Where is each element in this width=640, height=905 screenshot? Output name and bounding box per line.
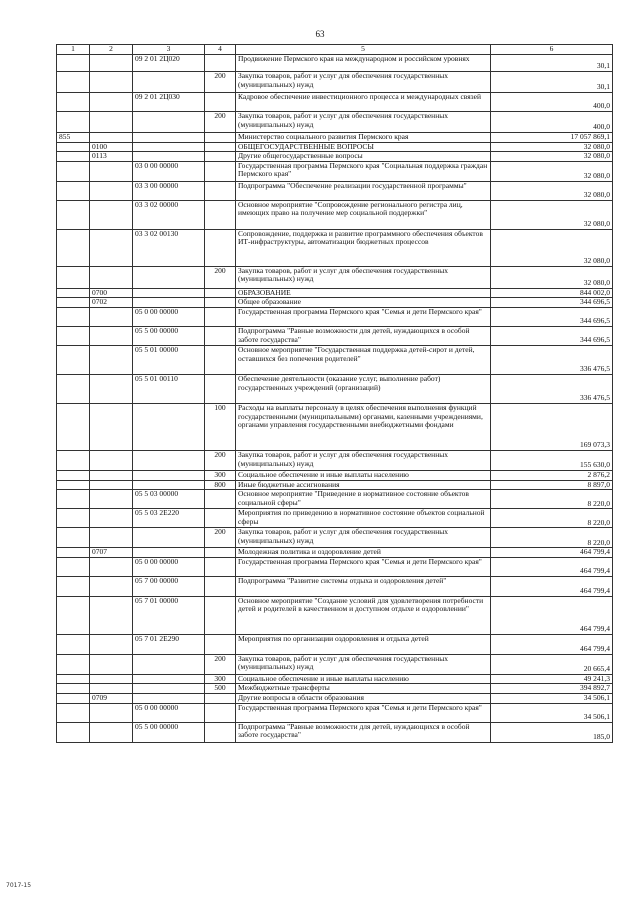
- cell-c6: 8 220,0: [491, 528, 613, 548]
- table-row: [57, 266, 613, 288]
- cell-c4: 300: [205, 674, 236, 684]
- cell-c1: [57, 326, 90, 345]
- cell-c1: [57, 576, 90, 596]
- cell-c6: 169 073,3: [491, 403, 613, 450]
- cell-c2: [90, 674, 133, 684]
- cell-c6: 30,1: [491, 55, 613, 72]
- cell-c6: 32 080,0: [491, 229, 613, 266]
- cell-c5: Государственная программа Пермского края "Семья и дети Пермского края": [236, 703, 491, 722]
- table-row: [57, 288, 613, 298]
- cell-c3: [133, 133, 205, 143]
- cell-c2: 0700: [90, 288, 133, 298]
- cell-c5: Закупка товаров, работ и услуг для обеспечения государственных (муниципальных) нужд: [236, 450, 491, 470]
- table-row: [57, 374, 613, 403]
- cell-c5: Другие общегосударственные вопросы: [236, 152, 491, 162]
- cell-c1: [57, 703, 90, 722]
- table-row: [57, 161, 613, 181]
- cell-c2: [90, 480, 133, 490]
- cell-c3: [133, 72, 205, 93]
- cell-c4: [205, 557, 236, 576]
- cell-c3: 05 7 01 2Е290: [133, 634, 205, 654]
- cell-c1: [57, 161, 90, 181]
- cell-c6: 464 799,4: [491, 596, 613, 634]
- cell-c1: 855: [57, 133, 90, 143]
- table-row: [57, 557, 613, 576]
- cell-c2: [90, 403, 133, 450]
- cell-c5: Общее образование: [236, 298, 491, 308]
- cell-c1: [57, 528, 90, 548]
- cell-c6: 34 506,1: [491, 693, 613, 703]
- page-number: 63: [315, 29, 325, 39]
- table-row: [57, 298, 613, 308]
- cell-c6: 49 241,3: [491, 674, 613, 684]
- cell-c5: ОБРАЗОВАНИЕ: [236, 288, 491, 298]
- cell-c2: [90, 93, 133, 112]
- cell-c4: 200: [205, 654, 236, 674]
- cell-c2: [90, 684, 133, 694]
- cell-c1: [57, 307, 90, 326]
- cell-c1: [57, 654, 90, 674]
- cell-c6: 32 080,0: [491, 152, 613, 162]
- cell-c5: Подпрограмма "Равные возможности для детей, нуждающихся в особой заботе государства": [236, 722, 491, 742]
- cell-c5: Закупка товаров, работ и услуг для обеспечения государственных (муниципальных) нужд: [236, 72, 491, 93]
- cell-c3: [133, 152, 205, 162]
- cell-c2: [90, 112, 133, 133]
- cell-c1: [57, 674, 90, 684]
- cell-c2: [90, 722, 133, 742]
- cell-c3: [133, 693, 205, 703]
- cell-c1: [57, 722, 90, 742]
- cell-c6: 844 002,0: [491, 288, 613, 298]
- table-row: [57, 576, 613, 596]
- cell-c1: [57, 152, 90, 162]
- cell-c2: [90, 490, 133, 509]
- cell-c5: Социальное обеспечение и иные выплаты населению: [236, 674, 491, 684]
- cell-c2: [90, 326, 133, 345]
- cell-c4: 200: [205, 112, 236, 133]
- cell-c2: [90, 307, 133, 326]
- cell-c3: [133, 684, 205, 694]
- column-header: 6: [491, 45, 613, 55]
- cell-c1: [57, 298, 90, 308]
- cell-c3: 05 5 00 00000: [133, 326, 205, 345]
- cell-c4: 200: [205, 450, 236, 470]
- cell-c3: 03 3 02 00000: [133, 200, 205, 229]
- cell-c2: [90, 528, 133, 548]
- cell-c5: Иные бюджетные ассигнования: [236, 480, 491, 490]
- cell-c2: [90, 470, 133, 480]
- cell-c2: [90, 557, 133, 576]
- cell-c6: 32 080,0: [491, 200, 613, 229]
- cell-c1: [57, 596, 90, 634]
- cell-c3: 05 7 00 00000: [133, 576, 205, 596]
- cell-c2: [90, 200, 133, 229]
- cell-c6: 32 080,0: [491, 266, 613, 288]
- cell-c6: 400,0: [491, 112, 613, 133]
- cell-c3: 05 5 03 00000: [133, 490, 205, 509]
- cell-c2: [90, 654, 133, 674]
- table-header-row: [57, 45, 613, 55]
- cell-c4: 200: [205, 72, 236, 93]
- cell-c6: 464 799,4: [491, 634, 613, 654]
- cell-c1: [57, 181, 90, 200]
- cell-c4: [205, 229, 236, 266]
- column-header: 1: [57, 45, 90, 55]
- cell-c6: 344 696,5: [491, 326, 613, 345]
- table-row: [57, 528, 613, 548]
- cell-c4: [205, 181, 236, 200]
- table-row: [57, 684, 613, 694]
- cell-c1: [57, 470, 90, 480]
- cell-c3: 03 3 00 00000: [133, 181, 205, 200]
- cell-c3: [133, 403, 205, 450]
- cell-c3: 09 2 01 2Ц020: [133, 55, 205, 72]
- cell-c3: [133, 470, 205, 480]
- cell-c5: Мероприятия по организации оздоровления и отдыха детей: [236, 634, 491, 654]
- column-header: 2: [90, 45, 133, 55]
- cell-c6: 344 696,5: [491, 298, 613, 308]
- cell-c1: [57, 229, 90, 266]
- table-row: [57, 229, 613, 266]
- cell-c5: Социальное обеспечение и иные выплаты населению: [236, 470, 491, 480]
- budget-table: [56, 44, 613, 743]
- cell-c4: [205, 693, 236, 703]
- table-row: [57, 200, 613, 229]
- cell-c1: [57, 288, 90, 298]
- cell-c2: 0707: [90, 548, 133, 558]
- cell-c3: [133, 548, 205, 558]
- table-row: [57, 490, 613, 509]
- cell-c5: Закупка товаров, работ и услуг для обеспечения государственных (муниципальных) нужд: [236, 266, 491, 288]
- cell-c1: [57, 684, 90, 694]
- cell-c3: [133, 674, 205, 684]
- footer-code: 7017-15: [6, 882, 32, 889]
- cell-c6: 464 799,4: [491, 548, 613, 558]
- cell-c6: 400,0: [491, 93, 613, 112]
- cell-c5: Закупка товаров, работ и услуг для обеспечения государственных (муниципальных) нужд: [236, 654, 491, 674]
- cell-c5: Подпрограмма "Обеспечение реализации государственной программы": [236, 181, 491, 200]
- cell-c1: [57, 403, 90, 450]
- cell-c5: Подпрограмма "Развитие системы отдыха и оздоровления детей": [236, 576, 491, 596]
- cell-c2: 0100: [90, 142, 133, 152]
- cell-c2: [90, 55, 133, 72]
- cell-c6: 34 506,1: [491, 703, 613, 722]
- cell-c3: [133, 288, 205, 298]
- cell-c6: 32 080,0: [491, 181, 613, 200]
- cell-c6: 8 220,0: [491, 509, 613, 528]
- cell-c1: [57, 634, 90, 654]
- cell-c6: 185,0: [491, 722, 613, 742]
- cell-c2: [90, 161, 133, 181]
- cell-c1: [57, 345, 90, 374]
- cell-c1: [57, 374, 90, 403]
- cell-c6: 344 696,5: [491, 307, 613, 326]
- table-row: [57, 548, 613, 558]
- cell-c4: 200: [205, 266, 236, 288]
- cell-c5: Закупка товаров, работ и услуг для обеспечения государственных (муниципальных) нужд: [236, 528, 491, 548]
- cell-c2: [90, 509, 133, 528]
- cell-c2: 0702: [90, 298, 133, 308]
- cell-c2: [90, 181, 133, 200]
- cell-c5: Основное мероприятие "Создание условий для удовлетворения потребности детей и родителей в качественном и доступном отдыхе и оздоровлении": [236, 596, 491, 634]
- cell-c5: ОБЩЕГОСУДАРСТВЕННЫЕ ВОПРОСЫ: [236, 142, 491, 152]
- cell-c1: [57, 93, 90, 112]
- cell-c4: [205, 703, 236, 722]
- table-row: [57, 722, 613, 742]
- cell-c4: [205, 345, 236, 374]
- cell-c4: [205, 722, 236, 742]
- cell-c5: Закупка товаров, работ и услуг для обеспечения государственных (муниципальных) нужд: [236, 112, 491, 133]
- table-row: [57, 450, 613, 470]
- cell-c2: [90, 634, 133, 654]
- table-row: [57, 596, 613, 634]
- cell-c6: 32 080,0: [491, 161, 613, 181]
- table-row: [57, 72, 613, 93]
- cell-c6: 394 892,7: [491, 684, 613, 694]
- cell-c5: Молодежная политика и оздоровление детей: [236, 548, 491, 558]
- cell-c6: 336 476,5: [491, 374, 613, 403]
- table-row: [57, 93, 613, 112]
- table-row: [57, 307, 613, 326]
- column-header: 5: [236, 45, 491, 55]
- cell-c4: [205, 307, 236, 326]
- cell-c6: 155 630,0: [491, 450, 613, 470]
- cell-c2: [90, 133, 133, 143]
- table-row: [57, 152, 613, 162]
- cell-c1: [57, 266, 90, 288]
- table-row: [57, 470, 613, 480]
- cell-c1: [57, 693, 90, 703]
- cell-c3: 03 0 00 00000: [133, 161, 205, 181]
- cell-c3: [133, 142, 205, 152]
- cell-c3: [133, 654, 205, 674]
- table-row: [57, 654, 613, 674]
- cell-c5: Государственная программа Пермского края "Семья и дети Пермского края": [236, 557, 491, 576]
- cell-c3: 05 0 00 00000: [133, 703, 205, 722]
- cell-c6: 20 665,4: [491, 654, 613, 674]
- cell-c2: 0113: [90, 152, 133, 162]
- cell-c6: 30,1: [491, 72, 613, 93]
- table-row: [57, 703, 613, 722]
- cell-c2: [90, 703, 133, 722]
- cell-c5: Обеспечение деятельности (оказание услуг, выполнение работ) государственных учреждений (организаций): [236, 374, 491, 403]
- cell-c1: [57, 509, 90, 528]
- cell-c4: [205, 576, 236, 596]
- cell-c4: 300: [205, 470, 236, 480]
- cell-c5: Государственная программа Пермского края "Семья и дети Пермского края": [236, 307, 491, 326]
- cell-c4: 800: [205, 480, 236, 490]
- cell-c5: Расходы на выплаты персоналу в целях обеспечения выполнения функций государственными (муниципальными) органами, казенными учреждениями, органами управления государственными внебюджетными фондами: [236, 403, 491, 450]
- table-row: [57, 181, 613, 200]
- cell-c3: 05 5 00 00000: [133, 722, 205, 742]
- cell-c4: [205, 93, 236, 112]
- cell-c3: 05 0 00 00000: [133, 307, 205, 326]
- cell-c4: [205, 490, 236, 509]
- cell-c5: Основное мероприятие "Приведение в нормативное состояние объектов социальной сферы": [236, 490, 491, 509]
- cell-c3: 03 3 02 00130: [133, 229, 205, 266]
- column-header: 4: [205, 45, 236, 55]
- cell-c3: [133, 528, 205, 548]
- cell-c4: [205, 509, 236, 528]
- table-row: [57, 345, 613, 374]
- column-header: 3: [133, 45, 205, 55]
- cell-c1: [57, 557, 90, 576]
- cell-c4: [205, 200, 236, 229]
- cell-c2: [90, 374, 133, 403]
- cell-c2: [90, 266, 133, 288]
- cell-c1: [57, 55, 90, 72]
- cell-c5: Продвижение Пермского края на международном и российском уровнях: [236, 55, 491, 72]
- cell-c3: 09 2 01 2Ц030: [133, 93, 205, 112]
- cell-c6: 17 057 869,1: [491, 133, 613, 143]
- cell-c4: [205, 161, 236, 181]
- cell-c4: [205, 326, 236, 345]
- table-row: [57, 55, 613, 72]
- cell-c4: 100: [205, 403, 236, 450]
- cell-c6: 2 876,2: [491, 470, 613, 480]
- cell-c2: [90, 72, 133, 93]
- cell-c5: Мероприятия по приведению в нормативное состояние объектов социальной сферы: [236, 509, 491, 528]
- cell-c2: [90, 596, 133, 634]
- cell-c1: [57, 142, 90, 152]
- cell-c3: 05 5 01 00110: [133, 374, 205, 403]
- cell-c4: 200: [205, 528, 236, 548]
- cell-c3: [133, 266, 205, 288]
- cell-c3: [133, 480, 205, 490]
- table-row: [57, 693, 613, 703]
- table-row: [57, 326, 613, 345]
- cell-c3: 05 0 00 00000: [133, 557, 205, 576]
- table-row: [57, 509, 613, 528]
- cell-c5: Сопровождение, поддержка и развитие программного обеспечения объектов ИТ-инфраструктуры, автоматизации бюджетных процессов: [236, 229, 491, 266]
- cell-c4: [205, 133, 236, 143]
- table-row: [57, 142, 613, 152]
- cell-c3: [133, 298, 205, 308]
- cell-c4: [205, 288, 236, 298]
- cell-c1: [57, 72, 90, 93]
- cell-c1: [57, 112, 90, 133]
- table-row: [57, 480, 613, 490]
- table-row: [57, 133, 613, 143]
- cell-c5: Подпрограмма "Равные возможности для детей, нуждающихся в особой заботе государства": [236, 326, 491, 345]
- table-row: [57, 112, 613, 133]
- cell-c4: [205, 374, 236, 403]
- cell-c2: [90, 576, 133, 596]
- cell-c1: [57, 480, 90, 490]
- table-row: [57, 403, 613, 450]
- cell-c5: Основное мероприятие "Сопровождение регионального регистра лиц, имеющих право на получение мер социальной поддержки": [236, 200, 491, 229]
- cell-c4: [205, 142, 236, 152]
- cell-c2: 0709: [90, 693, 133, 703]
- table-row: [57, 674, 613, 684]
- cell-c6: 8 220,0: [491, 490, 613, 509]
- cell-c5: Министерство социального развития Пермского края: [236, 133, 491, 143]
- cell-c2: [90, 345, 133, 374]
- cell-c1: [57, 490, 90, 509]
- cell-c3: 05 5 01 00000: [133, 345, 205, 374]
- cell-c2: [90, 450, 133, 470]
- cell-c1: [57, 450, 90, 470]
- cell-c4: [205, 152, 236, 162]
- cell-c4: [205, 548, 236, 558]
- table-row: [57, 634, 613, 654]
- cell-c5: Межбюджетные трансферты: [236, 684, 491, 694]
- cell-c5: Другие вопросы в области образования: [236, 693, 491, 703]
- cell-c6: 8 897,0: [491, 480, 613, 490]
- cell-c6: 464 799,4: [491, 557, 613, 576]
- cell-c5: Основное мероприятие "Государственная поддержка детей-сирот и детей, оставшихся без попечения родителей": [236, 345, 491, 374]
- cell-c4: 500: [205, 684, 236, 694]
- cell-c4: [205, 596, 236, 634]
- cell-c6: 464 799,4: [491, 576, 613, 596]
- cell-c3: 05 5 03 2Е220: [133, 509, 205, 528]
- cell-c4: [205, 55, 236, 72]
- cell-c5: Кадровое обеспечение инвестиционного процесса и международных связей: [236, 93, 491, 112]
- cell-c6: 336 476,5: [491, 345, 613, 374]
- cell-c1: [57, 200, 90, 229]
- cell-c6: 32 080,0: [491, 142, 613, 152]
- cell-c3: [133, 450, 205, 470]
- cell-c3: [133, 112, 205, 133]
- cell-c4: [205, 634, 236, 654]
- cell-c1: [57, 548, 90, 558]
- cell-c4: [205, 298, 236, 308]
- cell-c2: [90, 229, 133, 266]
- cell-c5: Государственная программа Пермского края "Социальная поддержка граждан Пермского края": [236, 161, 491, 181]
- cell-c3: 05 7 01 00000: [133, 596, 205, 634]
